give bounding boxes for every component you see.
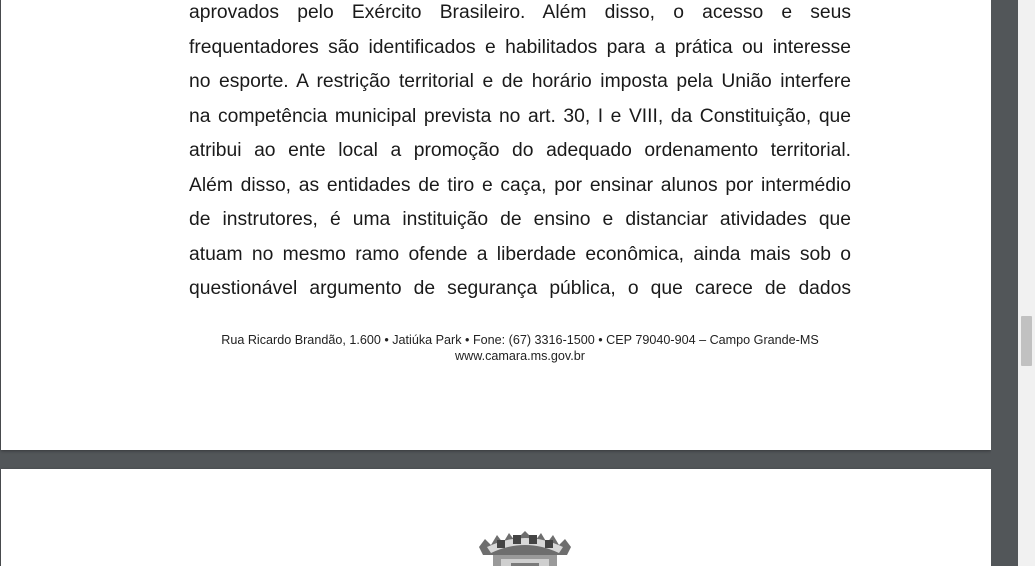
body-line-4: na competência municipal prevista no art. 30, I e VIII, da Constituição, que bbox=[189, 105, 851, 127]
body-line-3: no esporte. A restrição territorial e de horário imposta pela União interfere bbox=[189, 71, 851, 92]
page-footer bbox=[1, 332, 991, 364]
vertical-scrollbar[interactable] bbox=[1018, 0, 1035, 566]
viewer-gutter bbox=[991, 0, 1018, 566]
scrollbar-thumb[interactable] bbox=[1021, 316, 1032, 366]
document-page-1 bbox=[1, 0, 991, 450]
document-page-2 bbox=[1, 469, 991, 566]
footer-website: www.camara.ms.gov.br bbox=[455, 349, 585, 363]
body-line-2: frequentadores são identificados e habilitados para a prática ou interesse bbox=[189, 36, 851, 58]
body-line-7: de instrutores, é uma instituição de ensino e distanciar atividades que bbox=[189, 209, 851, 230]
page-body-text bbox=[189, 0, 851, 307]
body-line-9: questionável argumento de segurança pública, o que carece de dados bbox=[189, 278, 851, 299]
municipal-crest-icon bbox=[475, 525, 575, 566]
body-line-1: aprovados pelo Exército Brasileiro. Além disso, o acesso e seus bbox=[189, 2, 851, 23]
body-line-8: atuam no mesmo ramo ofende a liberdade econômica, ainda mais sob o bbox=[189, 243, 851, 265]
body-line-6: Além disso, as entidades de tiro e caça, por ensinar alunos por intermédio bbox=[189, 174, 851, 196]
body-line-5: atribui ao ente local a promoção do adequado ordenamento territorial. bbox=[189, 140, 851, 161]
footer-address: Rua Ricardo Brandão, 1.600 • Jatiúka Park • Fone: (67) 3316-1500 • CEP 79040-904 – Campo Grande-MS bbox=[221, 333, 819, 347]
